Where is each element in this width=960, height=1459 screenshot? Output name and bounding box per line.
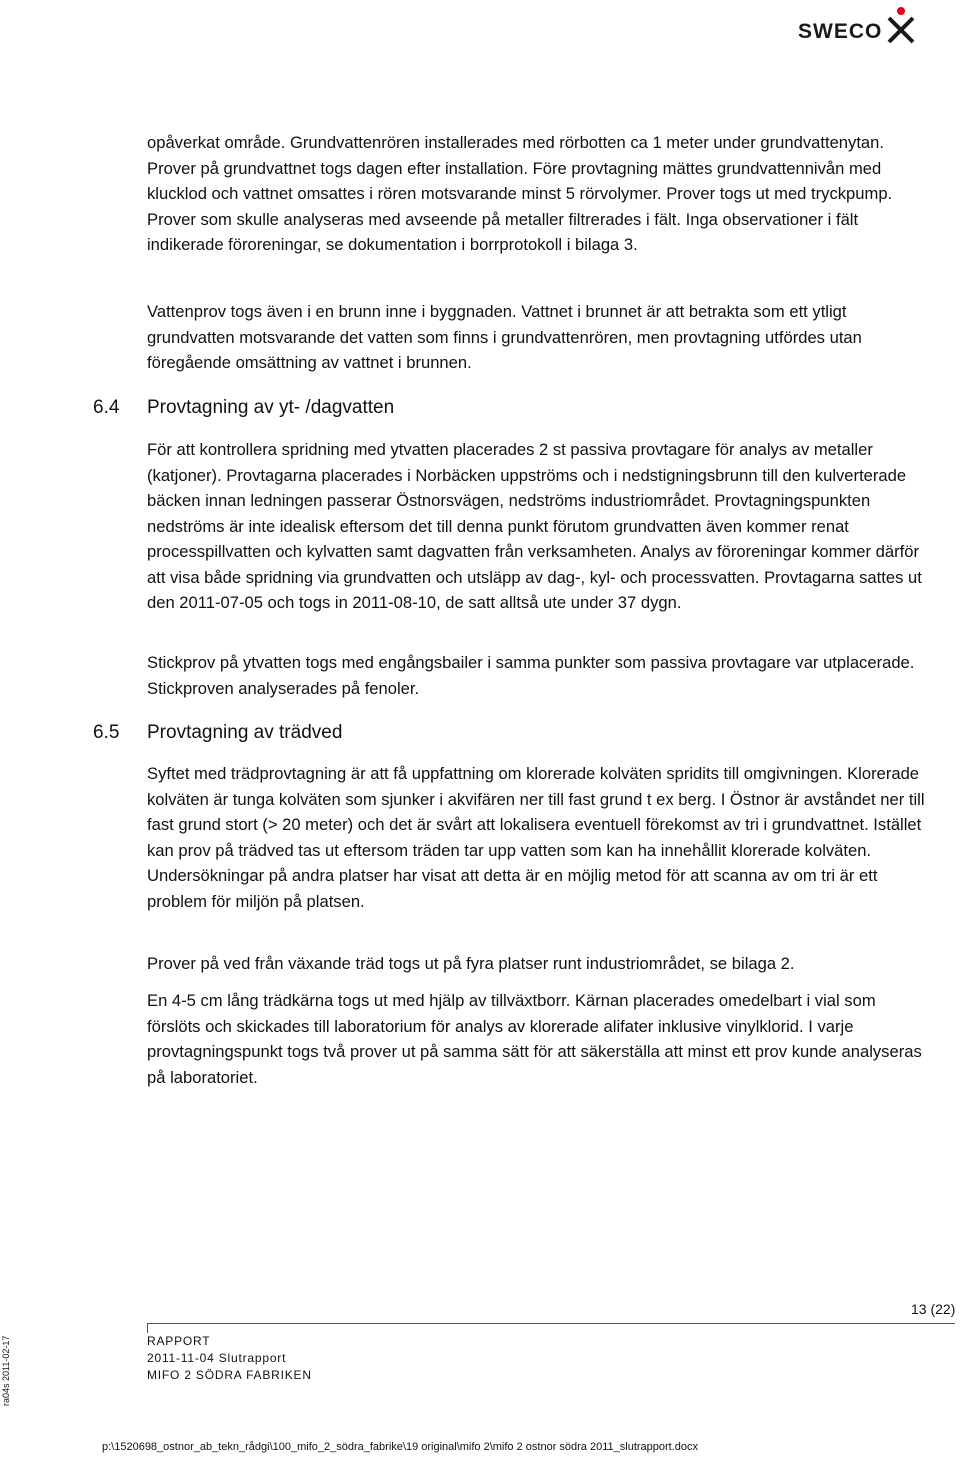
footer-divider <box>147 1323 955 1324</box>
sweco-figure-icon <box>885 6 917 46</box>
file-path: p:\1520698_ostnor_ab_tekn_rådgi\100_mifo_2_södra_fabrike\19 original\mifo 2\mifo 2 ostnor södra 2011_slutrapport.docx <box>102 1441 699 1453</box>
paragraph: Syftet med trädprovtagning är att få uppfattning om klorerade kolväten spridits till omgivningen. Klorerade kolväten är tunga kolväten som sjunker i akvifären ner till fast grund t ex berg. I Östnor är avståndet ner till fast grund stort (> 20 meter) och det är svårt att lokalisera eventuell förekomst av tri i grundvattnet. Istället kan prov på trädved tas ut eftersom träden tar upp vatten som kan ha innehållit klorerade kolväten. Undersökningar på andra platser har visat att detta är en möjlig metod för att scanna av om tri är ett problem för miljön på platsen. <box>147 764 925 911</box>
section-heading <box>93 722 342 744</box>
section-title: Provtagning av trädved <box>147 722 343 743</box>
paragraph: För att kontrollera spridning med ytvatten placerades 2 st passiva provtagare för analys av metaller (katjoner). Provtagarna placerades i Norbäcken uppströms och i nedstigningsbrunn till den kulverterade bäcken innan ledningen passerar Östnorsvägen, nedströms industriområdet. Provtagningspunkten nedströms är inte idealisk eftersom det till denna punkt förutom grundvatten även kommer renat processpillvatten och kylvatten samt dagvatten från verksamheten. Analys av föroreningar kommer därför att visa både spridning via grundvatten och utsläpp av dag-, kyl- och processvatten. Provtagarna sattes ut den 2011-07-05 och togs in 2011-08-10, de satt alltså ute under 37 dygn. <box>147 440 922 612</box>
paragraph: Stickprov på ytvatten togs med engångsbailer i samma punkter som passiva provtagare var utplacerade. Stickproven analyserades på fenoler. <box>147 653 915 698</box>
sweco-logo <box>798 6 918 46</box>
paragraph: Vattenprov togs även i en brunn inne i byggnaden. Vattnet i brunnet är att betrakta som ett ytligt grundvatten motsvarande det vatten som finns i grundvattenrören, men provtagning utfördes utan föregående omsättning av vattnet i brunnen. <box>147 302 862 372</box>
footer-info <box>147 1333 312 1384</box>
side-code <box>0 1326 14 1406</box>
paragraph: opåverkat område. Grundvattenrören installerades med rörbotten ca 1 meter under grundvattenytan. Prover på grundvattnet togs dagen efter installation. Före provtagning mättes grundvattennivån med klucklod och vattnet omsattes i rören motsvarande minst 5 rörvolymer. Prover togs ut med tryckpump. Prover som skulle analyseras med avseende på metaller filtrerades i fält. Inga observationer i fält indikerade föroreningar, se dokumentation i borrprotokoll i bilaga 3. <box>147 133 893 254</box>
page-number: 13 (22) <box>911 1301 956 1317</box>
section-number: 6.4 <box>93 397 120 418</box>
logo-text: SWECO <box>798 20 883 43</box>
footer-divider-tick <box>147 1323 148 1333</box>
section-heading <box>93 397 394 419</box>
project-name: MIFO 2 SÖDRA FABRIKEN <box>147 1368 312 1382</box>
paragraph: Prover på ved från växande träd togs ut på fyra platser runt industriområdet, se bilaga 2. <box>147 954 795 973</box>
doc-type: RAPPORT <box>147 1334 211 1348</box>
doc-date: 2011-11-04 Slutrapport <box>147 1351 287 1365</box>
section-title: Provtagning av yt- /dagvatten <box>147 397 395 418</box>
paragraph: En 4-5 cm lång trädkärna togs ut med hjälp av tillväxtborr. Kärnan placerades omedelbart i vial som förslöts och skickades till laboratorium för analys av klorerade alifater inklusive vinylklorid. I varje provtagningspunkt togs två prover ut på samma sätt för att säkerställa att minst ett prov kunde analyseras på laboratoriet. <box>147 991 922 1087</box>
section-number: 6.5 <box>93 722 120 743</box>
side-code-text: ra04s 2011-02-17 <box>1 1335 11 1406</box>
